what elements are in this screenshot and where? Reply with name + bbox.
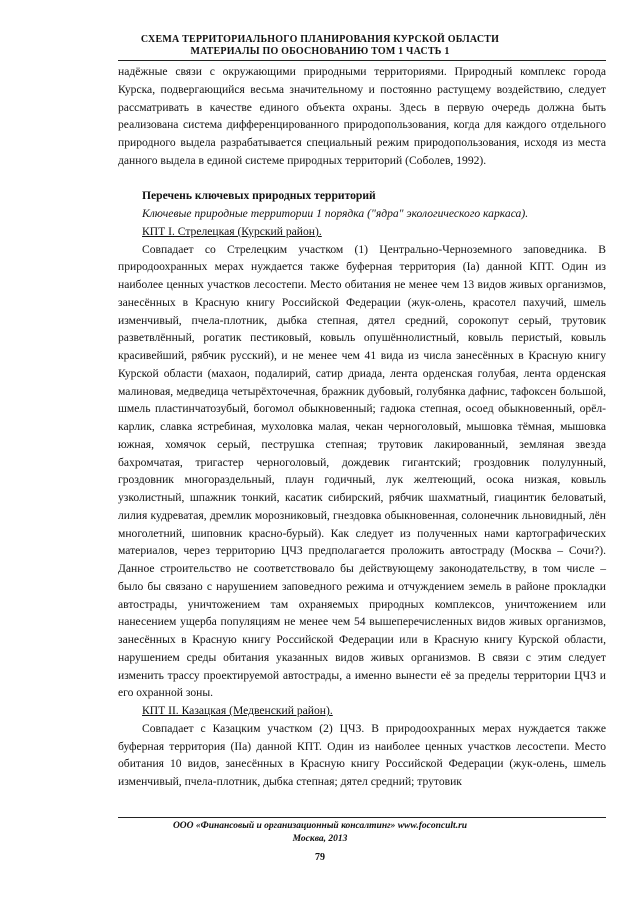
kpt2-title: КПТ II. Казацкая (Медвенский район). xyxy=(142,704,333,717)
header-rule xyxy=(118,60,606,61)
document-footer xyxy=(0,820,640,846)
footer-city-year: Москва, 2013 xyxy=(292,834,348,844)
main-content xyxy=(118,63,606,791)
page-number: 79 xyxy=(315,852,325,863)
section-subtitle: Ключевые природные территории 1 порядка ("ядра" экологического каркаса). xyxy=(142,207,529,220)
header-title-line2: МАТЕРИАЛЫ ПО ОБОСНОВАНИЮ ТОМ 1 ЧАСТЬ 1 xyxy=(190,46,450,57)
kpt2-paragraph: Совпадает с Казацким участком (2) ЦЧЗ. В природоохранных мерах нуждается также буферная территория (IIа) данной КПТ. Один из наиболее ценных участков лесостепи. Место обитания 10 видов, занесённых в Красную книгу Российской Федерации (жук-олень, шмель изменчивый, пчела-плотник, дыбка степная; дятел средний; трутовик xyxy=(118,721,606,788)
section-title: Перечень ключевых природных территорий xyxy=(142,189,376,203)
footer-company: ООО «Финансовый и организационный консалтинг» www.foconcult.ru xyxy=(172,821,468,831)
intro-paragraph: надёжные связи с окружающими природными территориями. Природный комплекс города Курска, подвергающийся весьма значительному и постоянно растущему воздействию, следует рассматривать в качестве единого объекта охраны. Здесь в первую очередь должна быть реализована система дифференцированного природопользования, когда для каждого отдельного природного выдела разрабатывается специальный режим природопользования, исходя из места данного выдела в единой системе природных территорий (Соболев, 1992). xyxy=(118,65,606,167)
document-header xyxy=(0,34,640,58)
footer-rule xyxy=(118,817,606,818)
kpt1-paragraph: Совпадает со Стрелецким участком (1) Центрально-Черноземного заповедника. В природоохранных мерах нуждается также буферная территория (Iа) данной КПТ. Один из наиболее ценных участков лесостепи. Место обитания не менее чем 13 видов живых организмов, занесённых в Красную книгу Российской Федерации (жук-олень, красотел пахучий, шмель изменчивый, пчела-плотник, дыбка степная, дятел средний, сорокопут серый, трутовик разветвлённый, рогатик пестиковый, ковыль опушённолистный, ковыль перистый, ковыль красивейший, рябчик русский), и не менее чем 41 вида из числа занесённых в Красную книгу Курской области (махаон, подалирий, сатир дриада, лента орденская голубая, лента орденская малиновая, медведица четырёхточечная, бражник дубовый, голубянка дафнис, тафоксен большой, шмель пластинчатозубый, богомол обыкновенный; гадюка степная, осоед обыкновенный, орёл-карлик, славка ястребиная, мухоловка малая, чекан черноголовый, мышовка тёмная, мышовка южная, хомячок серый, пеструшка степная; трутовик лакированный, земляная звезда бахромчатая, тригастер черноголовый, дождевик гигантский; гроздовник полулунный, гроздовник многораздельный, плаун годичный, лук желтеющий, осока низкая, ковыль узколистный, шпажник тонкий, касатик сибирский, рябчик шахматный, гиацинтик беловатый, лилия кудреватая, дремлик морозниковый, гнездовка обыкновенная, солонечник льновидный, лён многолетний, шиповник красно-бурый). Как следует из полученных нами картографических материалов, через территорию ЦЧЗ предполагается проложить автостраду (Москва – Сочи?). Данное строительство не соответствовало бы действующему законодательству, в том числе – было бы связано с нарушением заповедного режима и отчуждением земель в районе прокладки автострады, уничтожением там охраняемых природных комплексов, уничтожением или нанесением ущерба популяциям не менее чем 54 вышеперечисленных видов живых организмов, занесённых в Красную книгу Российской Федерации или в Красную книгу Курской области, нарушением среды обитания указанных видов живых организмов. В связи с этим следует изменить трассу проектируемой автострады, а именно вынести её за пределы территории ЦЧЗ и его охранной зоны. xyxy=(118,242,606,700)
header-title-line1: СХЕМА ТЕРРИТОРИАЛЬНОГО ПЛАНИРОВАНИЯ КУРСКОЙ ОБЛАСТИ xyxy=(140,34,500,45)
kpt1-title: КПТ I. Стрелецкая (Курский район). xyxy=(142,224,322,238)
